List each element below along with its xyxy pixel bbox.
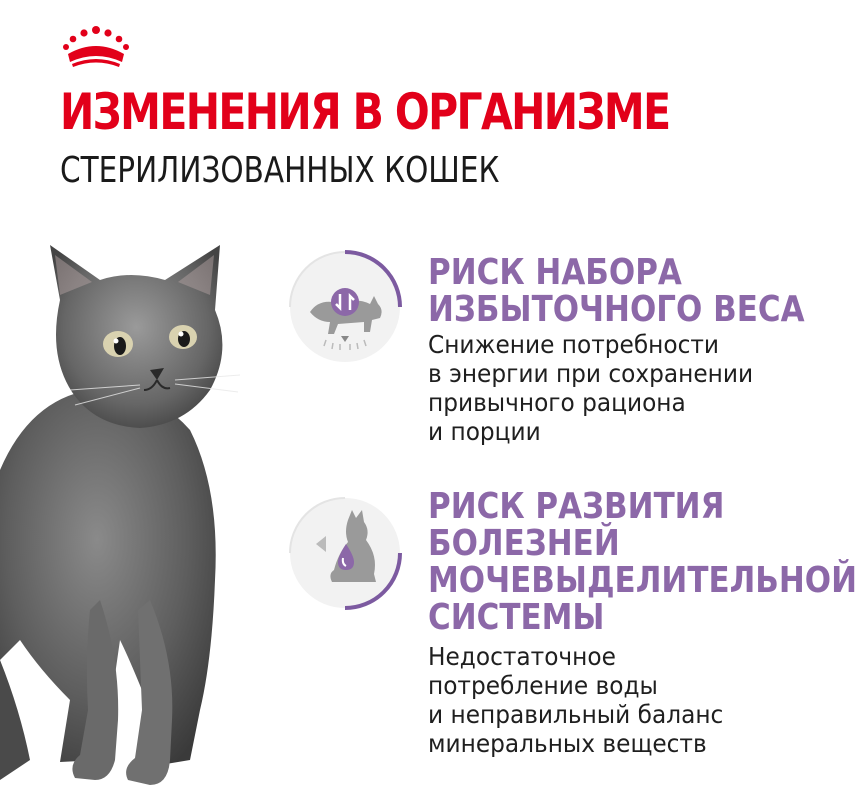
urinary-cat-icon: [288, 496, 402, 610]
benefit-heading-urinary: РИСК РАЗВИТИЯ БОЛЕЗНЕЙ МОЧЕВЫДЕЛИТЕЛЬНОЙ СИСТЕМЫ: [428, 486, 857, 638]
benefit-text-weight: Снижение потребности в энергии при сохранении привычного рациона и порции: [428, 330, 754, 446]
page-subtitle: СТЕРИЛИЗОВАННЫХ КОШЕК: [60, 150, 500, 191]
cat-photo: [0, 240, 260, 800]
crown-icon: [62, 24, 130, 68]
benefit-text-urinary: Недостаточное потребление воды и неправильный баланс минеральных веществ: [428, 642, 724, 758]
page-title: ИЗМЕНЕНИЯ В ОРГАНИЗМЕ: [60, 83, 670, 141]
benefit-heading-weight: РИСК НАБОРА ИЗБЫТОЧНОГО ВЕСА: [428, 252, 805, 330]
weight-gain-cat-icon: [288, 250, 402, 364]
